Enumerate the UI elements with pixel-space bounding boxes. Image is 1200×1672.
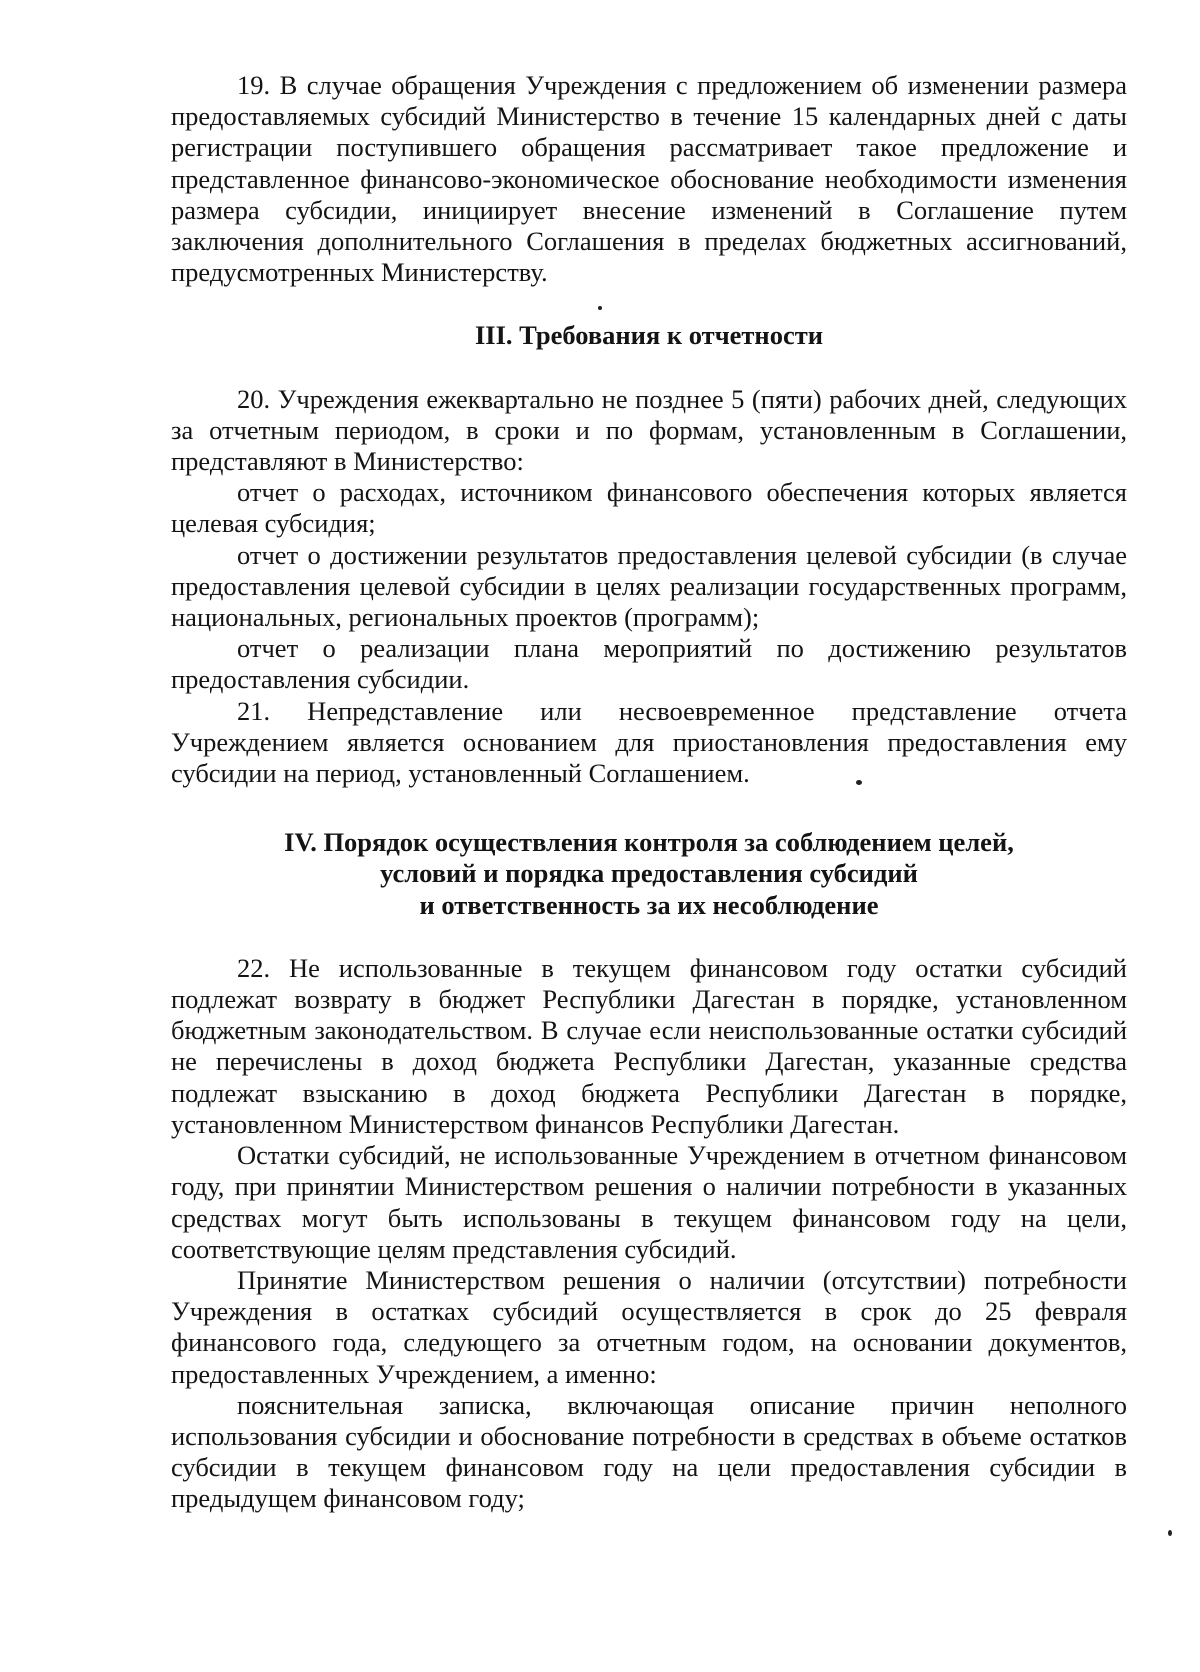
section-3-heading (171, 320, 1127, 351)
section-4-title-line-1: IV. Порядок осуществления контроля за соблюдением целей, (284, 827, 1014, 858)
paragraph-19: 19. В случае обращения Учреждения с предложением об изменении размера предоставляемых субсидий Министерство в течение 15 календарных дней с даты регистрации поступившего обращения рассматривает такое предложение и представленное финансово-экономическое обоснование необходимости изменения размера субсидии, инициирует внесение изменений в Соглашение путем заключения дополнительного Соглашения в пределах бюджетных ассигнований, предусмотренных Министерству. (171, 70, 1127, 288)
paragraph-21: 21. Непредставление или несвоевременное представление отчета Учреждением является основанием для приостановления предоставления ему субсидии на период, установленный Соглашением. (171, 695, 1127, 789)
section-4-title-line-3: и ответственность за их несоблюдение (419, 889, 879, 920)
document-page (171, 70, 1127, 1515)
section-4-heading (171, 827, 1127, 921)
paragraph-20-item-2: отчет о достижении результатов предоставления целевой субсидии (в случае предоставления целевой субсидии в целях реализации государственных программ, национальных, региональных проектов (программ); (171, 539, 1127, 633)
paragraph-20: 20. Учреждения ежеквартально не позднее 5 (пяти) рабочих дней, следующих за отчетным периодом, в сроки и по формам, установленным в Соглашении, представляют в Министерство: (171, 383, 1127, 477)
paragraph-20-item-3: отчет о реализации плана мероприятий по достижению результатов предоставления субсидии. (171, 633, 1127, 695)
paragraph-22-c: Принятие Министерством решения о наличии (отсутствии) потребности Учреждения в остатках субсидий осуществляется в срок до 25 февраля финансового года, следующего за отчетным годом, на основании документов, предоставленных Учреждением, а именно: (171, 1264, 1127, 1389)
paragraph-22-d: пояснительная записка, включающая описание причин неполного использования субсидии и обоснование потребности в средствах в объеме остатков субсидии в текущем финансовом году на цели предоставления субсидии в предыдущем финансовом году; (171, 1389, 1127, 1514)
paragraph-20-item-1: отчет о расходах, источником финансового обеспечения которых является целевая субсидия; (171, 477, 1127, 539)
scan-speck (856, 780, 862, 785)
scan-speck (598, 306, 602, 310)
paragraph-22: 22. Не использованные в текущем финансовом году остатки субсидий подлежат возврату в бюджет Республики Дагестан в порядке, установленном бюджетным законодательством. В случае если неиспользованные остатки субсидий не перечислены в доход бюджета Республики Дагестан, указанные средства подлежат взысканию в доход бюджета Республики Дагестан в порядке, установленном Министерством финансов Республики Дагестан. (171, 952, 1127, 1139)
scan-speck (1168, 1530, 1172, 1536)
section-3-title: III. Требования к отчетности (474, 320, 823, 351)
section-4-title-line-2: условий и порядка предоставления субсидий (380, 858, 918, 889)
paragraph-22-b: Остатки субсидий, не использованные Учреждением в отчетном финансовом году, при принятии Министерством решения о наличии потребности в указанных средствах могут быть использованы в текущем финансовом году на цели, соответствующие целям представления субсидий. (171, 1140, 1127, 1264)
